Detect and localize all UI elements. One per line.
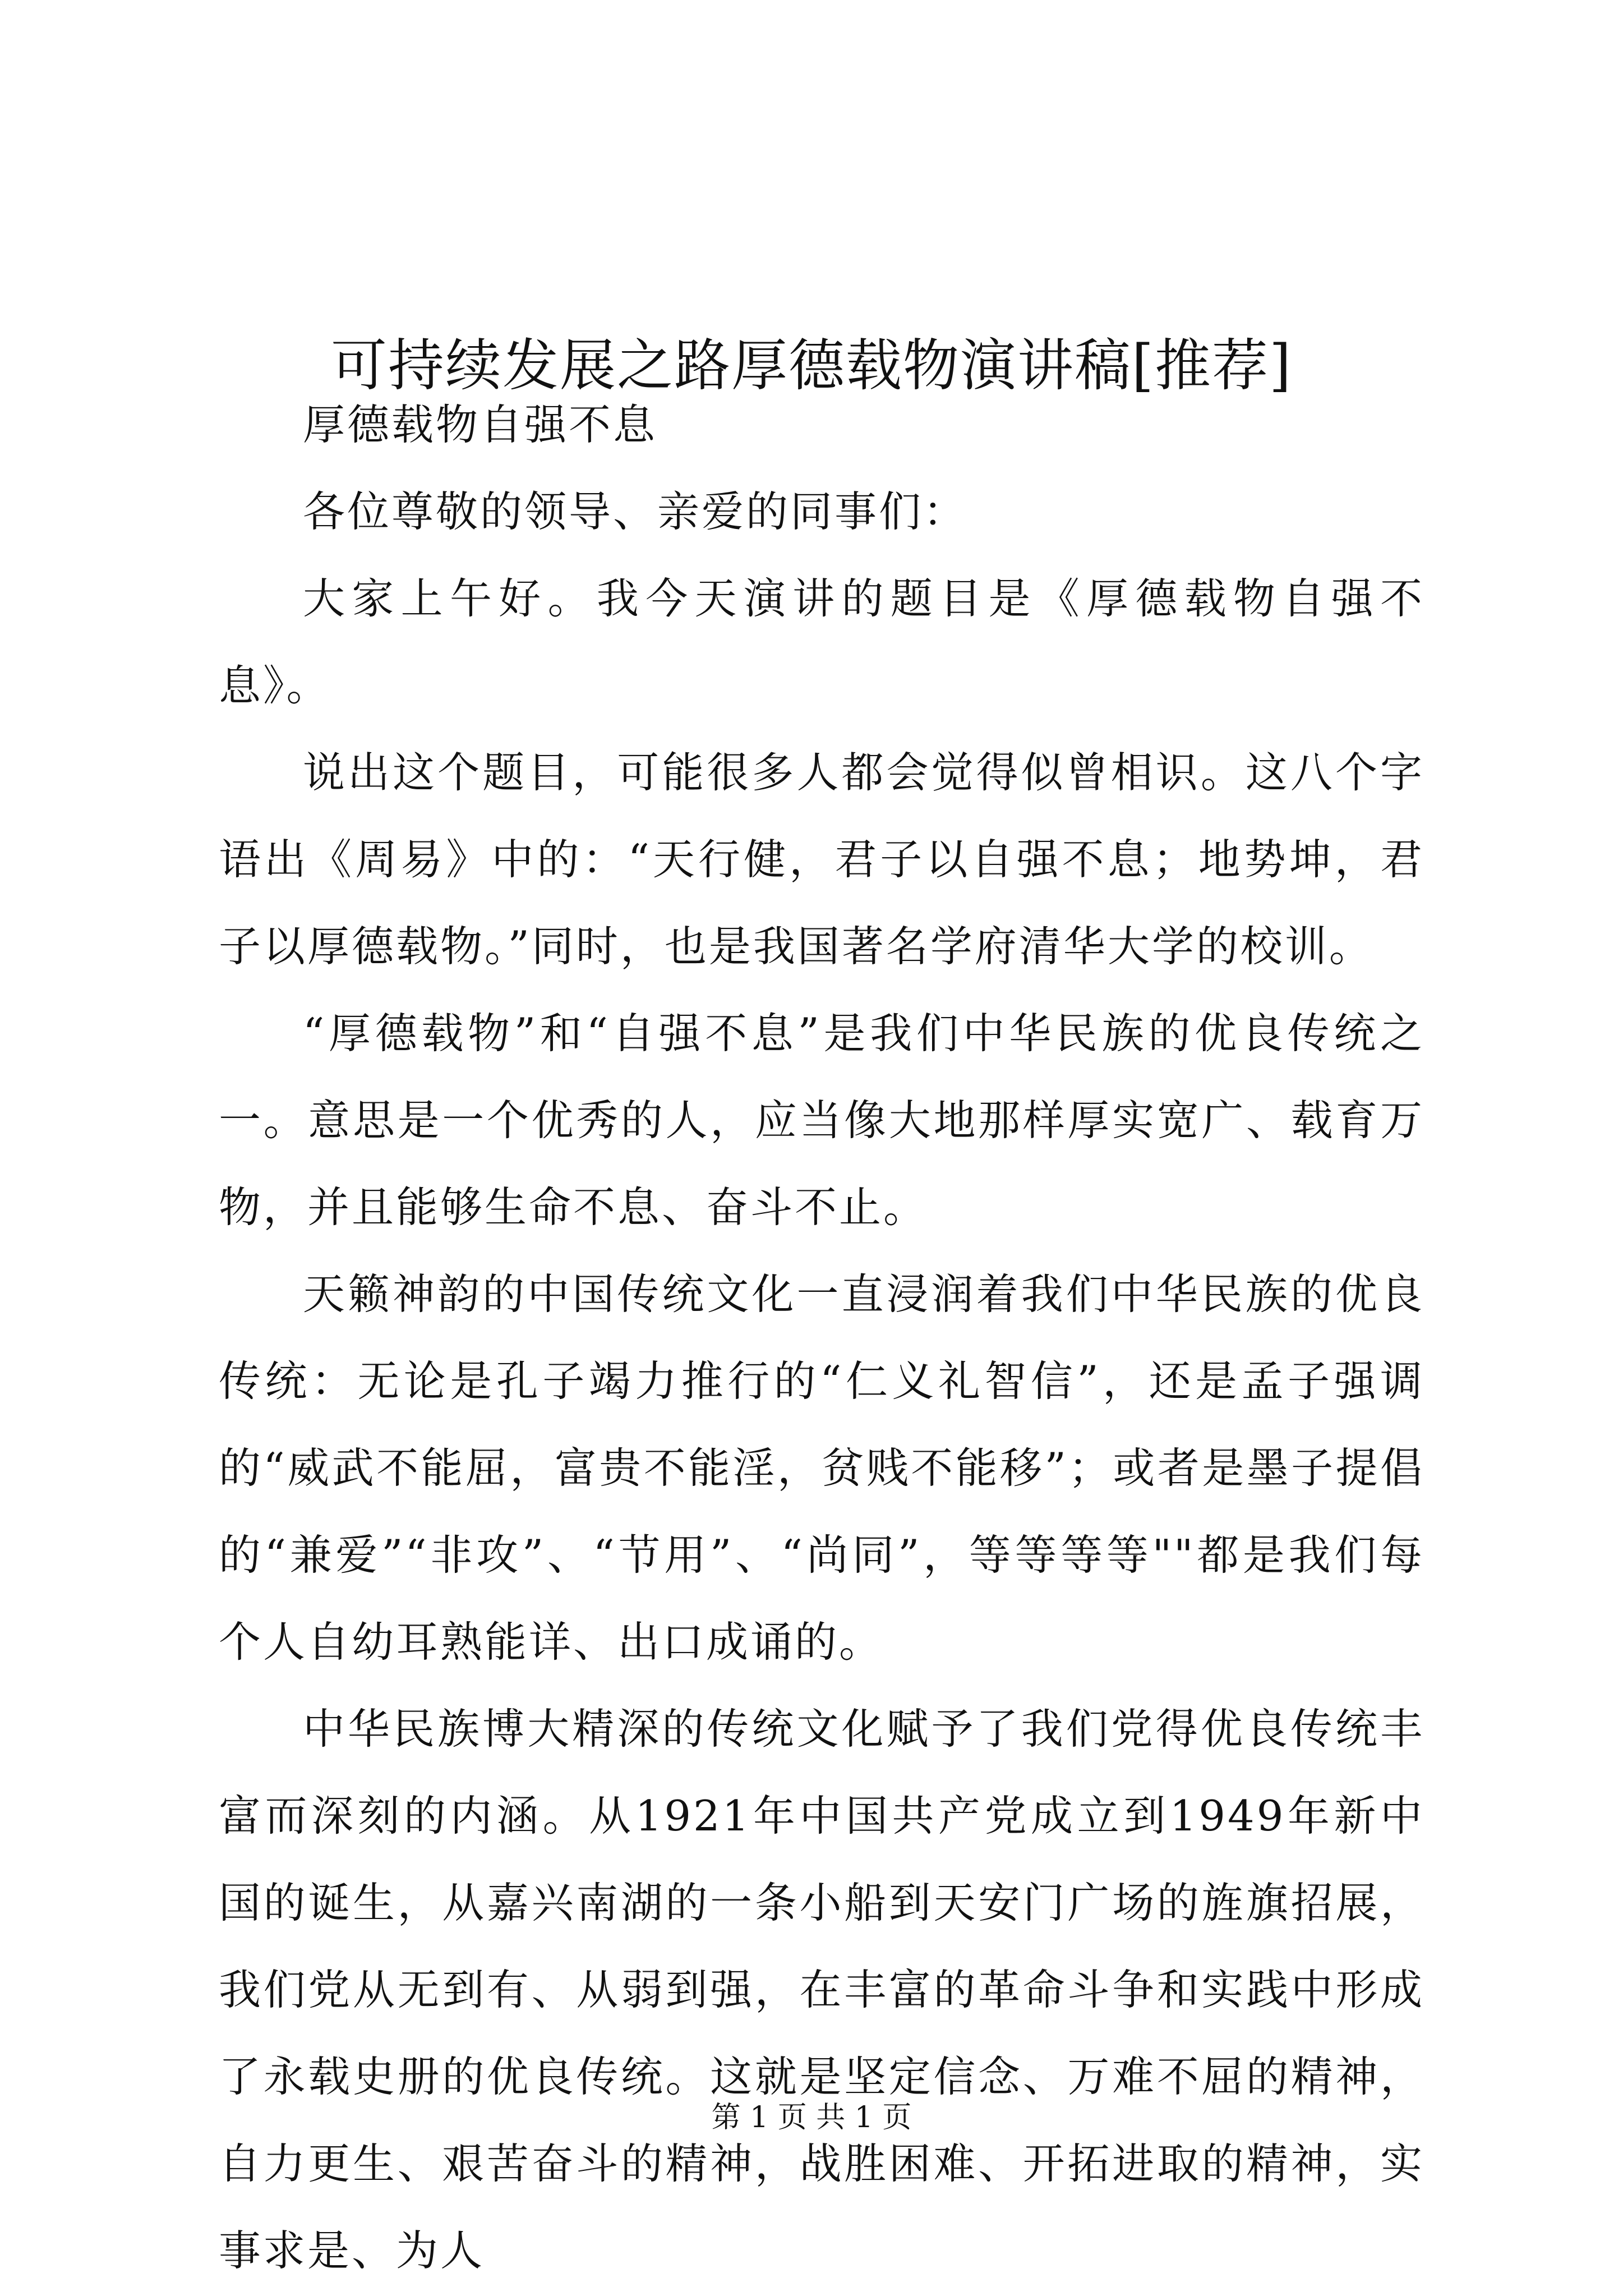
paragraph-party-history: 中华民族博大精深的传统文化赋予了我们党得优良传统丰富而深刻的内涵。从1921年中国共产党成立到1949年新中国的诞生，从嘉兴南湖的一条小船到天安门广场的旌旗招展，我们党从无到有、从弱到强，在丰富的革命斗争和实践中形成了永载史册的优良传统。这就是坚定信念、万难不屈的精神，自力更生、艰苦奋斗的精神，战胜困难、开拓进取的精神，实事求是、为人	[219, 1704, 1424, 2275]
paragraph-salutation: 各位尊敬的领导、亲爱的同事们：	[303, 487, 968, 536]
document-body	[219, 381, 1424, 2294]
paragraph-subtitle: 厚德载物自强不息	[303, 400, 658, 449]
page-title: 可持续发展之路厚德载物演讲稿[推荐]	[330, 333, 1293, 398]
paragraph-tradition: 天籁神韵的中国传统文化一直浸润着我们中华民族的优良传统：无论是孔子竭力推行的“仁义礼智信”，还是孟子强调的“威武不能屈，富贵不能淫，贫贱不能移”；或者是墨子提倡的“兼爱”“非攻”、“节用”、“尚同”，等等等等""都是我们每个人自幼耳熟能详、出口成诵的。	[219, 1269, 1424, 1667]
page-number-footer: 第 1 页 共 1 页	[711, 2101, 912, 2134]
paragraph-greeting: 大家上午好。我今天演讲的题目是《厚德载物自强不息》。	[219, 574, 1424, 710]
paragraph-origin: 说出这个题目，可能很多人都会觉得似曾相识。这八个字语出《周易》中的：“天行健，君子以自强不息；地势坤，君子以厚德载物。”同时，也是我国著名学府清华大学的校训。	[219, 748, 1424, 971]
paragraph-meaning: “厚德载物”和“自强不息”是我们中华民族的优良传统之一。意思是一个优秀的人，应当像大地那样厚实宽广、载育万物，并且能够生命不息、奋斗不止。	[219, 1009, 1424, 1232]
